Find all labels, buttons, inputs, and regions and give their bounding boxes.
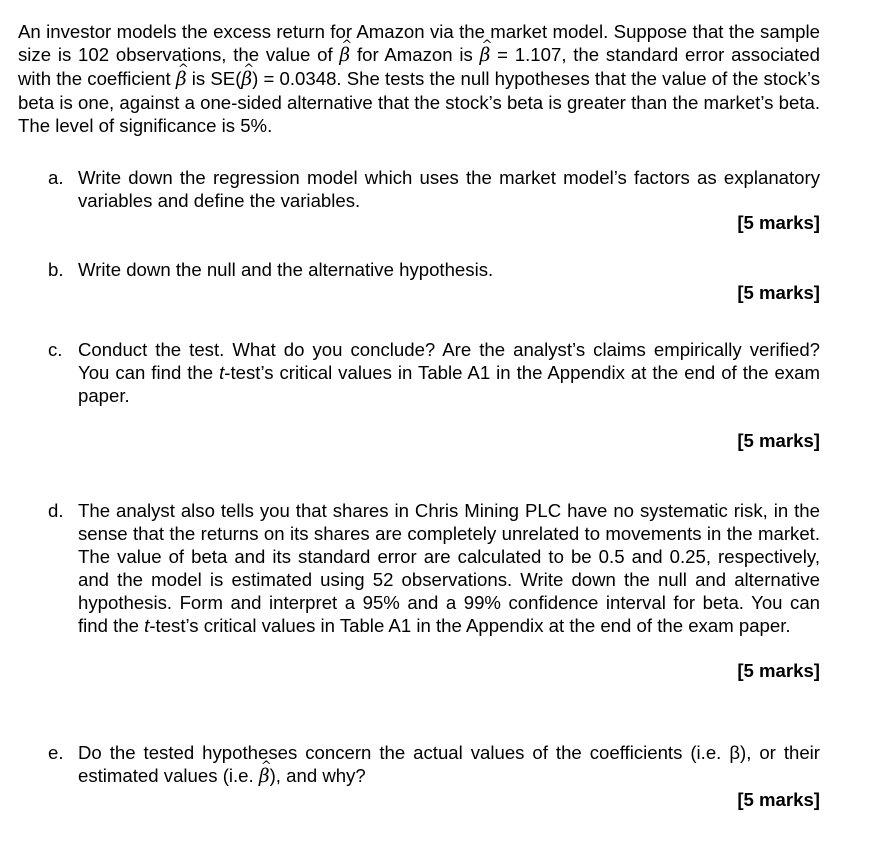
question-d <box>48 499 820 637</box>
question-text <box>78 741 820 788</box>
question-text-part: Conduct the test. What do you conclude? Are the analyst’s claims empirically verified? You can find the <box>78 339 820 383</box>
intro-text-1: An investor models the excess return for Amazon via the market model. Suppose that the sample size is 102 observations, the value of <box>18 21 820 65</box>
question-e <box>48 741 820 788</box>
marks-label-e: [5 marks] <box>737 789 820 810</box>
intro-text-3: = 1.107, the standard error associated with the coefficient <box>18 44 820 89</box>
beta-hat-symbol: ^ β <box>241 68 252 91</box>
question-text: Write down the null and the alternative hypothesis. <box>78 259 494 280</box>
t-italic: t <box>144 615 150 636</box>
beta-hat-symbol: ^ β <box>176 68 187 91</box>
question-c <box>48 338 820 407</box>
question-text-part: -test’s critical values in Table A1 in the Appendix at the end of the exam paper. <box>78 362 820 406</box>
marks-label-a: [5 marks] <box>737 212 820 233</box>
marks-label-d: [5 marks] <box>737 660 820 681</box>
question-letter: d. <box>48 500 64 521</box>
marks-label-b: [5 marks] <box>737 282 820 303</box>
question-text-part: ), and why? <box>269 765 366 786</box>
beta-hat-symbol: ^ β <box>259 765 270 788</box>
question-b <box>48 258 820 281</box>
intro-text-4: is SE( <box>186 68 242 89</box>
question-letter: b. <box>48 259 64 280</box>
question-text <box>78 338 820 407</box>
question-text: Write down the regression model which uses the market model’s factors as explanatory variables and define the variables. <box>78 167 820 211</box>
question-text-part: The analyst also tells you that shares in Chris Mining PLC have no systematic risk, in the sense that the returns on its shares are completely unrelated to movements in the market. The value of beta and its standard error are calculated to be 0.5 and 0.25, respectively, and the model is estimated using 52 observations. Write down the null and alternative hypothesis. Form and interpret a 95% and a 99% confidence interval for beta. You can find the <box>78 500 820 636</box>
question-a <box>48 166 820 212</box>
question-letter: e. <box>48 742 64 763</box>
intro-paragraph <box>18 20 820 137</box>
question-text <box>78 499 820 637</box>
beta-hat-symbol: ^ β <box>339 44 350 67</box>
intro-text-2: for Amazon is <box>350 44 480 65</box>
t-italic: t <box>219 362 225 383</box>
beta-hat-symbol: ^ β <box>480 44 491 67</box>
question-text-part: -test’s critical values in Table A1 in the Appendix at the end of the exam paper. <box>149 615 791 636</box>
question-text-part: Do the tested hypotheses concern the actual values of the coefficients (i.e. β), or their estimated values (i.e. <box>78 742 820 786</box>
marks-label-c: [5 marks] <box>737 430 820 451</box>
question-letter: c. <box>48 339 63 360</box>
intro-text-5: ) = 0.0348. She tests the null hypotheses that the value of the stock’s beta is one, against a one-sided alternative that the stock’s beta is greater than the market’s beta. The level of significance is 5%. <box>18 68 820 136</box>
question-letter: a. <box>48 167 64 188</box>
